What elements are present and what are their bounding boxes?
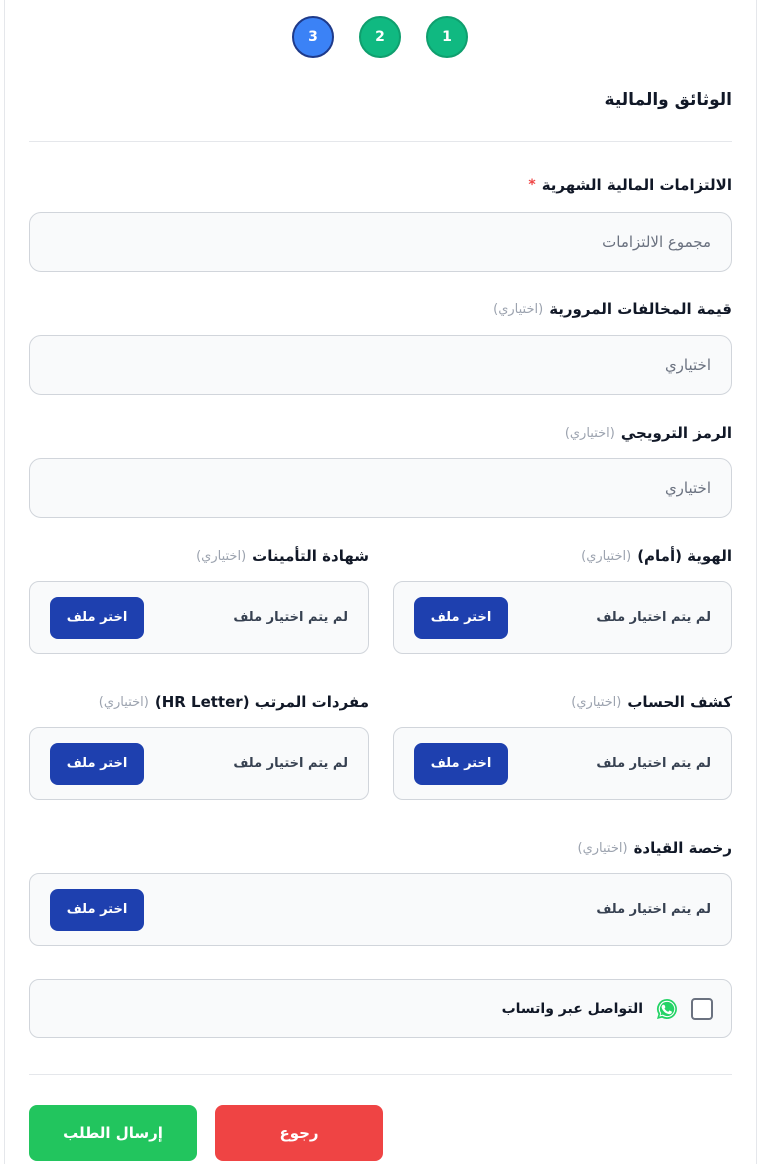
optional-hint: (اختياري) [571,694,622,710]
id-front-label-text: الهوية (أمام) [637,547,732,565]
submit-button[interactable]: إرسال الطلب [29,1105,197,1161]
driving-license-upload[interactable] [29,873,732,946]
whatsapp-icon [655,997,679,1021]
driving-license-label [578,839,733,857]
back-button[interactable]: رجوع [215,1105,383,1161]
choose-file-button[interactable]: اختر ملف [50,889,144,931]
hr-letter-label [99,693,369,711]
step-1[interactable]: 1 [426,16,468,58]
choose-file-button[interactable]: اختر ملف [50,743,144,785]
bank-statement-upload[interactable] [393,727,732,800]
choose-file-button[interactable]: اختر ملف [414,597,508,639]
obligations-input[interactable] [29,212,732,272]
divider-bottom [29,1074,732,1075]
file-status: لم يتم اختيار ملف [596,756,711,771]
traffic-fines-label [493,300,732,318]
stepper [0,16,759,58]
optional-hint: (اختياري) [493,301,544,317]
promo-code-input[interactable] [29,458,732,518]
insurance-cert-label [196,547,369,565]
optional-hint: (اختياري) [581,548,632,564]
whatsapp-option[interactable] [29,979,732,1038]
hr-letter-label-text: مفردات المرتب (HR Letter) [154,693,369,711]
traffic-fines-input[interactable] [29,335,732,395]
file-status: لم يتم اختيار ملف [233,756,348,771]
optional-hint: (اختياري) [564,425,615,441]
optional-hint: (اختياري) [196,548,247,564]
section-title: الوثائق والمالية [604,90,732,110]
id-front-label [581,547,732,565]
required-mark: * [528,177,536,193]
insurance-cert-upload[interactable] [29,581,369,654]
file-status: لم يتم اختيار ملف [233,610,348,625]
driving-license-label-text: رخصة القيادة [633,839,732,857]
step-2[interactable]: 2 [359,16,401,58]
file-status: لم يتم اختيار ملف [596,902,711,917]
whatsapp-label: التواصل عبر واتساب [501,1000,643,1017]
choose-file-button[interactable]: اختر ملف [414,743,508,785]
whatsapp-checkbox[interactable] [691,998,713,1020]
traffic-fines-label-text: قيمة المخالفات المرورية [549,300,732,318]
hr-letter-upload[interactable] [29,727,369,800]
file-status: لم يتم اختيار ملف [596,610,711,625]
id-front-upload[interactable] [393,581,732,654]
bank-statement-label [571,693,732,711]
choose-file-button[interactable]: اختر ملف [50,597,144,639]
divider-top [29,141,732,142]
obligations-label [528,176,732,194]
bank-statement-label-text: كشف الحساب [627,693,732,711]
step-3[interactable]: 3 [292,16,334,58]
promo-code-label-text: الرمز الترويجي [620,424,732,442]
optional-hint: (اختياري) [577,840,628,856]
optional-hint: (اختياري) [98,694,149,710]
insurance-cert-label-text: شهادة التأمينات [252,547,369,565]
obligations-label-text: الالتزامات المالية الشهرية [541,176,732,194]
promo-code-label [565,424,732,442]
